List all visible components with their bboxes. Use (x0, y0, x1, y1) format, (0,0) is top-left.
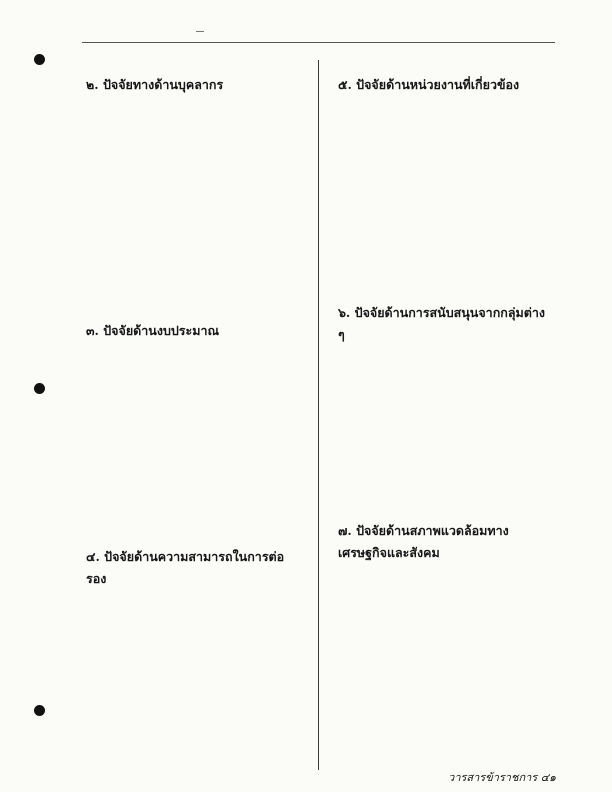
punch-hole (34, 383, 45, 394)
punch-hole (34, 705, 45, 716)
section-heading: ๓. ปัจจัยด้านงบประมาณ (86, 323, 220, 338)
section-heading: ๒. ปัจจัยทางด้านบุคลากร (86, 77, 224, 92)
left-column (86, 74, 304, 754)
section-heading: ๗. ปัจจัยด้านสภาพแวดล้อมทางเศรษฐกิจและสังคม (338, 523, 509, 560)
header-tick (196, 31, 204, 32)
punch-hole (34, 54, 45, 65)
section-budget (86, 320, 304, 546)
section-heading: ๔. ปัจจัยด้านความสามารถในการต่อรอง (86, 549, 285, 586)
section-heading: ๖. ปัจจัยด้านการสนับสนุนจากกลุ่มต่าง ๆ (338, 305, 545, 342)
section-economic-social-environment (338, 520, 556, 564)
header-rule (82, 42, 555, 43)
section-bargaining-power (86, 546, 304, 590)
section-related-agencies (338, 74, 556, 302)
section-personnel (86, 74, 304, 320)
section-group-support (338, 302, 556, 520)
right-column (338, 74, 556, 754)
page-footer: วารสารข้าราชการ ๔๑ (448, 771, 556, 784)
section-heading: ๕. ปัจจัยด้านหน่วยงานที่เกี่ยวข้อง (338, 77, 520, 92)
column-divider (318, 60, 319, 770)
